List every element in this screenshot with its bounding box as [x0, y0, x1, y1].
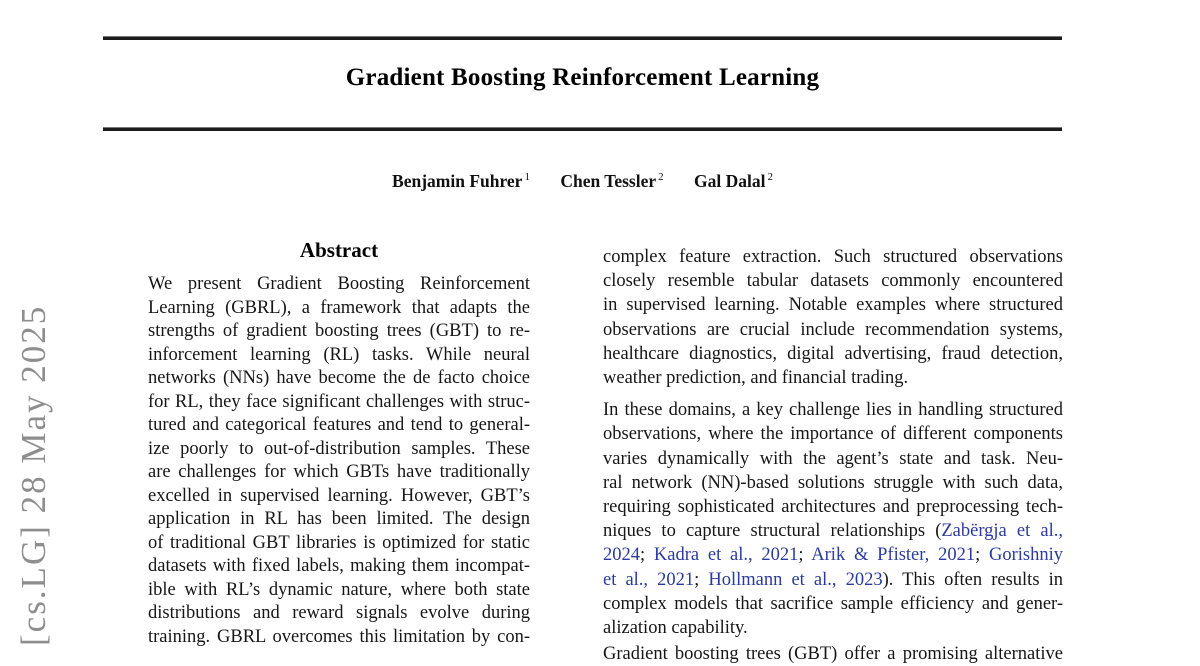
abstract-text [148, 273, 530, 649]
text-span: ; [694, 569, 709, 590]
text-line: in supervised learning. Notable examples where structured [603, 295, 1063, 316]
author-2-affiliation-mark: 2 [658, 171, 664, 184]
text-line: are challenges for which GBTs have traditionally [148, 462, 530, 482]
citation-link[interactable]: Kadra et al., 2021 [653, 545, 799, 566]
abstract-heading: Abstract [299, 238, 379, 262]
text-span: niques to capture structural relationships ( [603, 521, 942, 542]
text-line: weather prediction, and financial trading. [603, 368, 909, 389]
author-3-affiliation-mark: 2 [767, 171, 773, 184]
author-2-name: Chen Tessler [560, 171, 657, 191]
abstract-column [148, 238, 530, 649]
citation-link[interactable]: Hollmann et al., 2023 [708, 569, 883, 590]
intro-paragraph-1 [603, 245, 1063, 390]
text-line: training. GBRL overcomes this limitation by con- [148, 626, 530, 647]
title-rule-top [103, 36, 1062, 40]
text-line: of traditional GBT libraries is optimized for static [148, 532, 530, 553]
author-2 [560, 171, 663, 191]
text-line: strengths of gradient boosting trees (GBT) to re- [148, 321, 530, 341]
author-1-affiliation-mark: 1 [524, 171, 530, 184]
text-span: varies dynamically with the agent’s state and task. Neu- [603, 448, 1063, 469]
author-3-name: Gal Dalal [694, 171, 766, 191]
citation-link[interactable]: Zabërgja et al., [941, 521, 1063, 542]
text-line [603, 495, 1063, 519]
text-span: ; [975, 545, 990, 566]
text-line: ize poorly to out-of-distribution samples. These [148, 438, 530, 459]
text-line [603, 543, 1063, 567]
text-line [603, 422, 1063, 446]
intro-paragraph-2 [603, 398, 1063, 640]
text-line [603, 568, 1063, 592]
author-3 [694, 171, 773, 191]
text-line: excelled in supervised learning. However, GBT’s [148, 485, 530, 506]
citation-link[interactable]: et al., 2021 [603, 569, 695, 590]
text-span: alization capability. [603, 618, 748, 639]
text-span: complex models that sacrifice sample efficiency and gener- [603, 593, 1063, 614]
title-rule-bottom [103, 127, 1062, 131]
text-line [603, 447, 1063, 471]
text-span: observations, where the importance of different components [603, 424, 1063, 445]
text-line: healthcare diagnostics, digital advertising, fraud detection, [603, 343, 1063, 364]
author-1-name: Benjamin Fuhrer [392, 171, 523, 191]
body-column [603, 245, 1063, 666]
text-line: datasets with fixed labels, making them incompat- [148, 556, 530, 576]
intro-paragraph-3-partial [603, 642, 1063, 666]
text-line: complex feature extraction. Such structured observations [603, 247, 1063, 267]
text-line: for RL, they face significant challenges with struc- [148, 391, 530, 412]
text-line [603, 616, 1063, 640]
text-line: Gradient boosting trees (GBT) offer a promising alternative [603, 644, 1063, 665]
text-line: ible with RL’s dynamic nature, where both state [148, 579, 530, 600]
text-line: tured and categorical features and tend to general- [148, 415, 530, 435]
authors-line [103, 171, 1062, 192]
text-span: ral network (NN)-based solutions struggle with such data, [603, 472, 1063, 493]
text-span: In these domains, a key challenge lies in handling structured [603, 400, 1063, 421]
text-line: networks (NNs) have become the de facto choice [148, 368, 530, 388]
text-line: observations are crucial include recommendation systems, [603, 319, 1063, 340]
text-line [603, 519, 1063, 543]
text-span: requiring sophisticated architectures and preprocessing tech- [603, 497, 1063, 518]
text-line: closely resemble tabular datasets commonly encountered [603, 271, 1063, 292]
text-line [603, 398, 1063, 422]
author-1 [392, 171, 530, 191]
text-line: inforcement learning (RL) tasks. While neural [148, 344, 530, 365]
paper-title: Gradient Boosting Reinforcement Learning [345, 64, 820, 91]
text-line: We present Gradient Boosting Reinforcement [148, 274, 530, 294]
arxiv-stamp: [cs.LG] 28 May 2025 [14, 304, 53, 646]
citation-link[interactable]: 2024 [603, 545, 640, 566]
text-span: ). This often results in [882, 569, 1063, 590]
citation-link[interactable]: Gorishniy [989, 545, 1064, 566]
text-line: application in RL has been limited. The design [148, 509, 530, 529]
text-line: distributions and reward signals evolve during [148, 603, 530, 623]
text-line [603, 471, 1063, 495]
text-line [603, 592, 1063, 616]
text-span: ; [798, 545, 812, 566]
text-span: ; [640, 545, 654, 566]
citation-link[interactable]: Arik & Pfister, 2021 [811, 545, 976, 566]
text-line: Learning (GBRL), a framework that adapts the [148, 297, 530, 318]
